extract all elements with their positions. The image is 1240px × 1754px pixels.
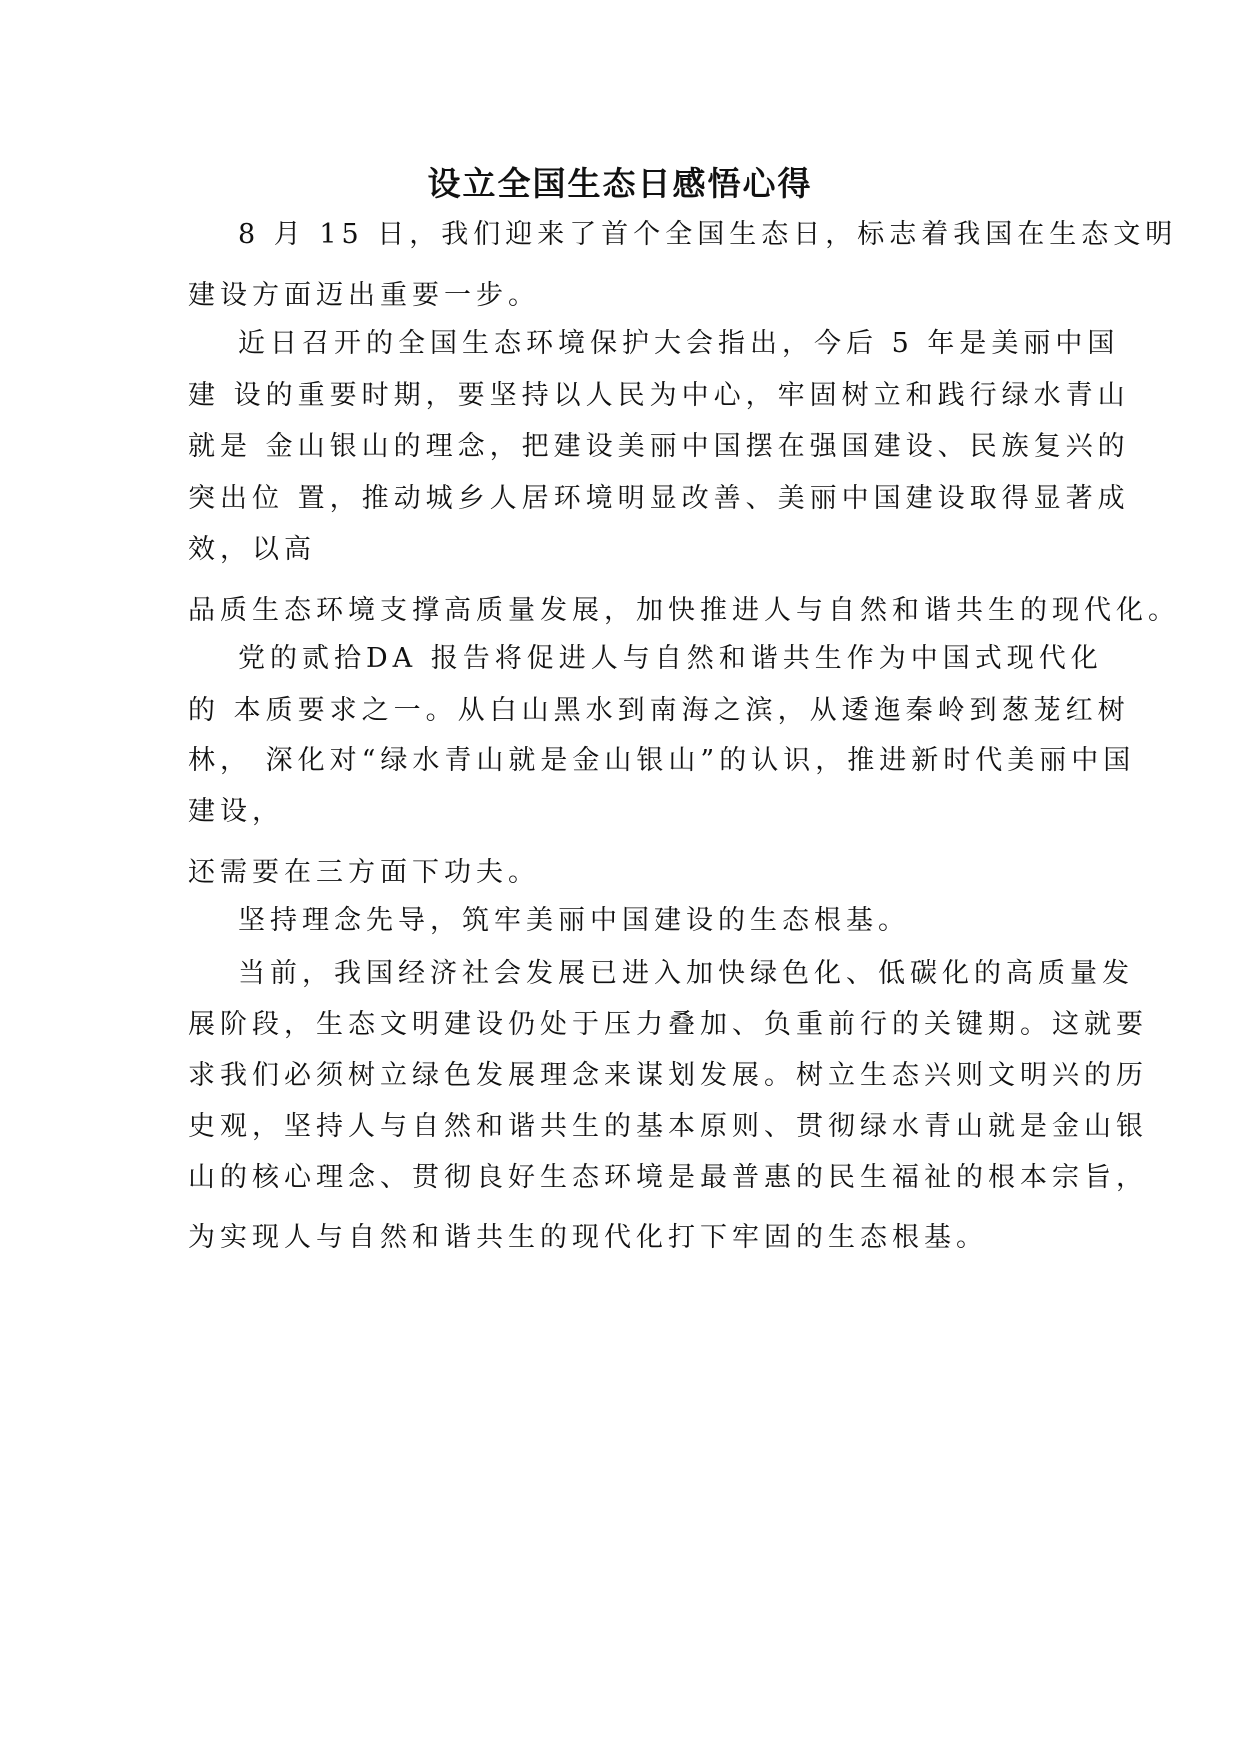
paragraph-line: 还需要在三方面下功夫。 [188,857,540,888]
paragraph-line: 为实现人与自然和谐共生的现代化打下牢固的生态根基。 [188,1222,988,1253]
document-title: 设立全国生态日感悟心得 [427,164,813,203]
paragraph-line: 突出位 置，推动城乡人居环境明显改善、美丽中国建设取得显著成 [188,483,1130,514]
paragraph-line: 建设， [188,796,284,827]
paragraph-line: 史观，坚持人与自然和谐共生的基本原则、贯彻绿水青山就是金山银 [188,1111,1148,1142]
paragraph-line: 8 月 15 日，我们迎来了首个全国生态日，标志着我国在生态文明 [238,219,1178,250]
paragraph-line: 当前，我国经济社会发展已进入加快绿色化、低碳化的高质量发 [238,958,1134,989]
paragraph-line: 求我们必须树立绿色发展理念来谋划发展。树立生态兴则文明兴的历 [188,1060,1148,1091]
paragraph-line: 林， 深化对“绿水青山就是金山银山”的认识，推进新时代美丽中国 [188,745,1136,776]
paragraph-line: 建 设的重要时期，要坚持以人民为中心，牢固树立和践行绿水青山 [188,380,1130,411]
paragraph-line: 建设方面迈出重要一步。 [188,280,540,311]
paragraph-line: 坚持理念先导，筑牢美丽中国建设的生态根基。 [238,905,910,936]
paragraph-line: 山的核心理念、贯彻良好生态环境是最普惠的民生福祉的根本宗旨， [188,1162,1148,1193]
paragraph-line: 效，以高 [188,534,316,565]
paragraph-line: 展阶段，生态文明建设仍处于压力叠加、负重前行的关键期。这就要 [188,1009,1148,1040]
paragraph-line: 的 本质要求之一。从白山黑水到南海之滨，从逶迤秦岭到葱茏红树 [188,695,1130,726]
paragraph-line: 品质生态环境支撑高质量发展，加快推进人与自然和谐共生的现代化。 [188,595,1180,626]
paragraph-line: 近日召开的全国生态环境保护大会指出，今后 5 年是美丽中国 [238,328,1120,359]
paragraph-line: 党的贰拾DA 报告将促进人与自然和谐共生作为中国式现代化 [238,643,1103,674]
paragraph-line: 就是 金山银山的理念，把建设美丽中国摆在强国建设、民族复兴的 [188,431,1130,462]
